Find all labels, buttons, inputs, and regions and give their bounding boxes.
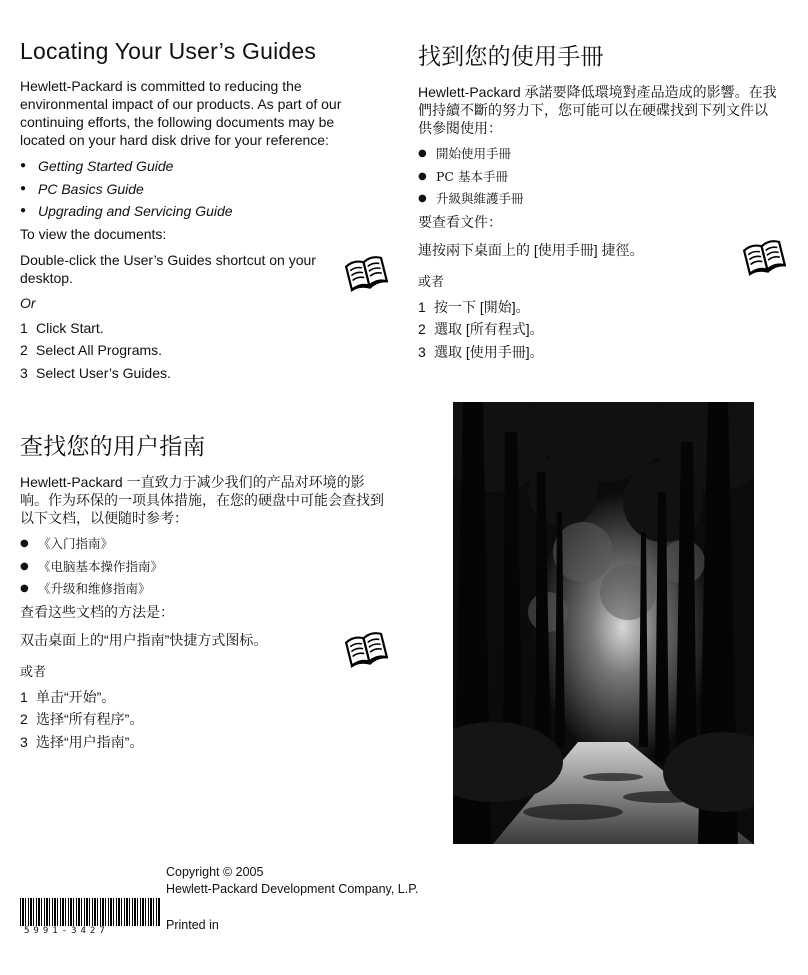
list-item: 1 单击“开始”。 bbox=[20, 688, 116, 705]
printed-in: Printed in bbox=[166, 918, 219, 932]
simplified-chinese-double-click: 双击桌面上的“用户指南”快捷方式图标。 bbox=[20, 631, 268, 648]
barcode-number: 5991-3427 bbox=[24, 926, 109, 936]
list-item: ● Getting Started Guide bbox=[20, 155, 370, 178]
traditional-chinese-title: 找到您的使用手冊 bbox=[418, 43, 604, 69]
copyright-block bbox=[166, 864, 418, 898]
simplified-chinese-guide-list bbox=[20, 533, 385, 601]
company-name: Hewlett-Packard Development Company, L.P. bbox=[166, 882, 419, 896]
list-item: ● 升級與維護手冊 bbox=[418, 188, 780, 211]
traditional-chinese-or: 或者 bbox=[418, 274, 445, 290]
list-item: ● PC Basics Guide bbox=[20, 178, 370, 201]
list-item: 3 选择“用户指南”。 bbox=[20, 733, 144, 750]
english-title: Locating Your User’s Guides bbox=[20, 38, 317, 64]
english-or: Or bbox=[20, 294, 36, 311]
book-icon bbox=[344, 252, 388, 292]
list-item: 1 按一下 [開始]。 bbox=[418, 298, 530, 315]
book-icon bbox=[742, 236, 786, 276]
traditional-chinese-steps bbox=[418, 296, 780, 364]
list-item: 2 Select All Programs. bbox=[20, 342, 163, 358]
simplified-chinese-intro: Hewlett-Packard 一直致力于减少我们的产品对环境的影响。作为环保的一项具体措施，在您的硬盘中可能会查找到以下文档，以便随时参考： bbox=[20, 474, 384, 526]
traditional-chinese-intro: Hewlett-Packard 承諾要降低環境對產品造成的影響。在我們持續不斷的努力下，您可能可以在硬碟找到下列文件以供參閱使用： bbox=[418, 84, 777, 136]
simplified-chinese-section bbox=[20, 428, 385, 753]
barcode bbox=[20, 898, 160, 938]
english-double-click: Double-click the User’s Guides shortcut on your desktop. bbox=[20, 251, 316, 286]
traditional-chinese-guide-list bbox=[418, 143, 780, 211]
list-item: ● PC 基本手冊 bbox=[418, 166, 780, 189]
traditional-chinese-section bbox=[418, 38, 780, 363]
book-icon bbox=[344, 628, 388, 668]
list-item: ● 《电脑基本操作指南》 bbox=[20, 556, 385, 579]
simplified-chinese-steps bbox=[20, 686, 385, 754]
english-guide-list bbox=[20, 155, 370, 223]
traditional-chinese-double-click: 連按兩下桌面上的 [使用手冊] 捷徑。 bbox=[418, 241, 644, 258]
list-item: 3 Select User’s Guides. bbox=[20, 364, 171, 381]
traditional-chinese-to-view: 要查看文件： bbox=[418, 213, 502, 230]
list-item: ● 《入门指南》 bbox=[20, 533, 385, 556]
list-item: 3 選取 [使用手冊]。 bbox=[418, 343, 544, 360]
simplified-chinese-title: 查找您的用户指南 bbox=[20, 433, 206, 459]
list-item: ● 《升级和维修指南》 bbox=[20, 578, 385, 601]
list-item: ● 開始使用手冊 bbox=[418, 143, 780, 166]
simplified-chinese-to-view: 查看这些文档的方法是： bbox=[20, 603, 174, 620]
copyright-text: Copyright © 2005 bbox=[166, 865, 264, 879]
simplified-chinese-or: 或者 bbox=[20, 664, 47, 680]
list-item: 1 Click Start. bbox=[20, 319, 104, 336]
barcode-bars bbox=[20, 898, 160, 926]
english-steps bbox=[20, 317, 370, 385]
forest-path-photo bbox=[453, 402, 754, 844]
list-item: ● Upgrading and Servicing Guide bbox=[20, 200, 370, 223]
english-intro: Hewlett-Packard is committed to reducing the environmental impact of our products. As part of our continuing efforts, the following documents may be located on your hard disk drive for your reference: bbox=[20, 78, 342, 148]
list-item: 2 选择“所有程序”。 bbox=[20, 711, 144, 727]
english-to-view: To view the documents: bbox=[20, 225, 167, 242]
english-section bbox=[20, 38, 370, 384]
list-item: 2 選取 [所有程式]。 bbox=[418, 321, 544, 337]
